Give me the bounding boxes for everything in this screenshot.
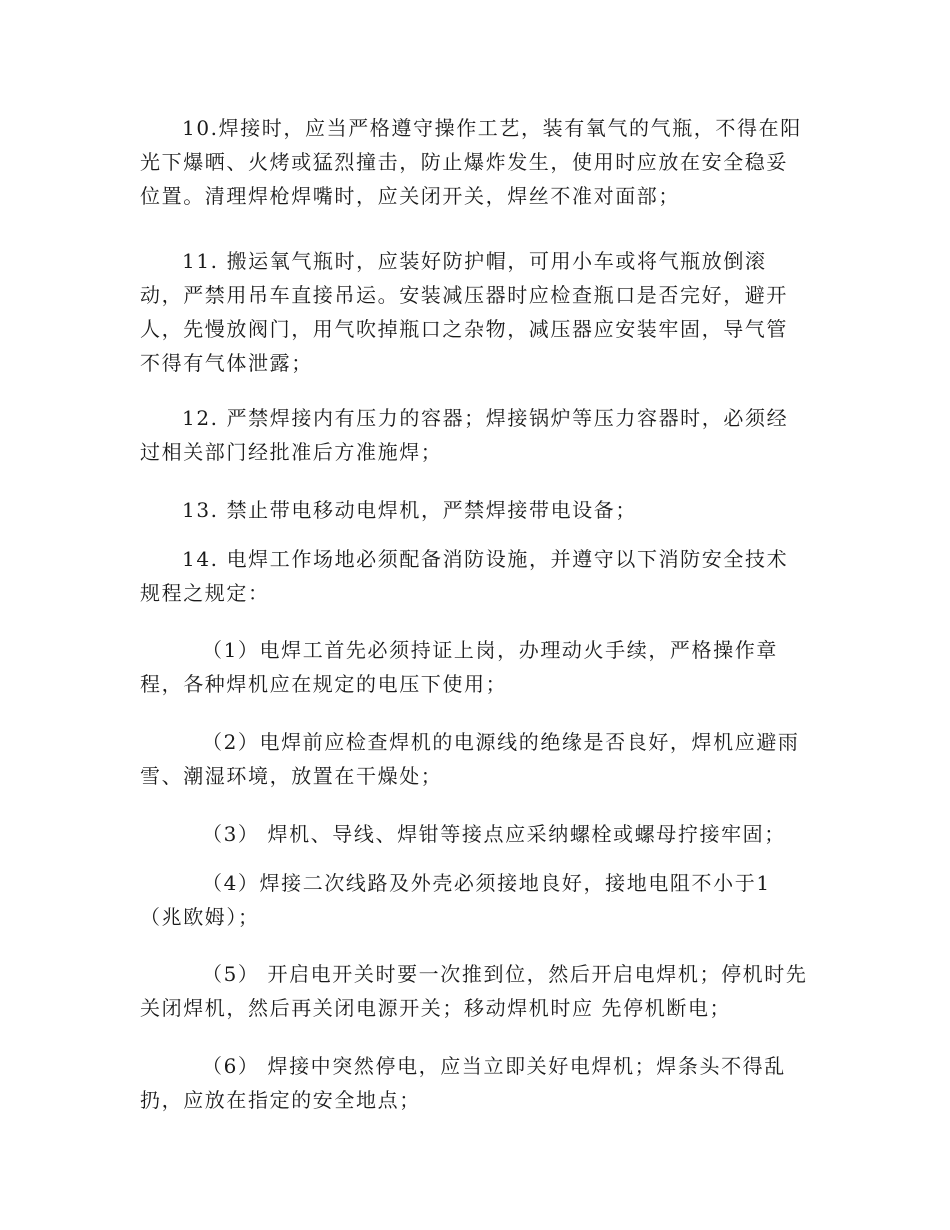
paragraph-line: 规程之规定： [140, 581, 270, 605]
paragraph-line: 过相关部门经批准后方准施焊； [140, 440, 443, 464]
paragraph-line: 14. 电焊工作场地必须配备消防设施，并遵守以下消防安全技术 [182, 547, 789, 571]
paragraph-line: （兆欧姆）； [140, 905, 260, 929]
paragraph-12 [140, 401, 820, 469]
paragraph-line: 人，先慢放阀门，用气吹掉瓶口之杂物，减压器应安装牢固，导气管 [140, 317, 788, 341]
paragraph-line: 程，各种焊机应在规定的电压下使用； [140, 672, 508, 696]
sub-item-4 [140, 866, 820, 934]
paragraph-line: 11. 搬运氧气瓶时，应装好防护帽，可用小车或将气瓶放倒滚 [182, 249, 767, 273]
paragraph-line: 动，严禁用吊车直接吊运。安装减压器时应检查瓶口是否完好，避开 [140, 283, 788, 307]
sub-item-6 [140, 1049, 820, 1117]
paragraph-line: （2）电焊前应检查焊机的电源线的绝缘是否良好，焊机应避雨 [202, 730, 800, 754]
sub-item-5 [140, 957, 820, 1025]
paragraph-line: 13. 禁止带电移动电焊机，严禁焊接带电设备； [182, 498, 637, 522]
sub-item-3 [140, 817, 820, 851]
sub-item-1 [140, 633, 820, 701]
paragraph-line: （1）电焊工首先必须持证上岗，办理动火手续，严格操作章 [202, 638, 778, 662]
paragraph-line: 雪、潮湿环境，放置在干燥处； [140, 764, 443, 788]
sub-item-2 [140, 725, 820, 793]
paragraph-line: 不得有气体泄露； [140, 351, 313, 375]
paragraph-line: （3） 焊机、导线、焊钳等接点应采纳螺栓或螺母拧接牢固； [202, 822, 786, 846]
paragraph-line: （6） 焊接中突然停电，应当立即关好电焊机；焊条头不得乱 [202, 1054, 786, 1078]
paragraph-line: （5） 开启电开关时要一次推到位，然后开启电焊机；停机时先 [202, 962, 808, 986]
paragraph-11 [140, 244, 820, 380]
paragraph-line: （4）焊接二次线路及外壳必须接地良好，接地电阻不小于1 [202, 871, 771, 895]
paragraph-line: 光下爆晒、火烤或猛烈撞击，防止爆炸发生，使用时应放在安全稳妥 [140, 150, 788, 174]
paragraph-line: 10.焊接时，应当严格遵守操作工艺，装有氧气的气瓶，不得在阳 [182, 116, 802, 140]
paragraph-line: 12. 严禁焊接内有压力的容器；焊接锅炉等压力容器时，必须经 [182, 406, 789, 430]
paragraph-line: 位置。清理焊枪焊嘴时，应关闭开关，焊丝不准对面部； [140, 184, 680, 208]
paragraph-14 [140, 542, 820, 610]
paragraph-13 [140, 493, 820, 527]
paragraph-line: 关闭焊机，然后再关闭电源开关；移动焊机时应 先停机断电； [140, 996, 732, 1020]
paragraph-line: 扔，应放在指定的安全地点； [140, 1088, 421, 1112]
paragraph-10 [140, 111, 820, 213]
